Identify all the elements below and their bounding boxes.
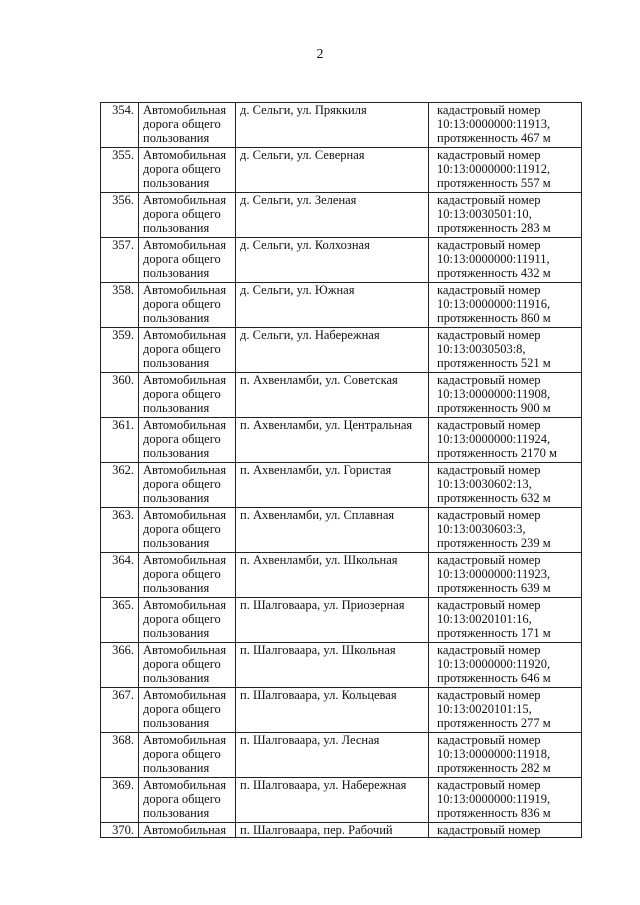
table-row — [101, 328, 582, 373]
table-row — [101, 733, 582, 778]
object-type: Автомобильная дорога общего пользования — [139, 688, 236, 733]
object-location: п. Шалговаара, пер. Рабочий — [236, 823, 429, 838]
object-description: кадастровый номер 10:13:0000000:11919, протяженность 836 м — [429, 778, 582, 823]
table-row — [101, 238, 582, 283]
object-location: д. Сельги, ул. Колхозная — [236, 238, 429, 283]
object-type: Автомобильная дорога общего пользования — [139, 778, 236, 823]
table-row — [101, 688, 582, 733]
object-description: кадастровый номер 10:13:0000000:11920, протяженность 646 м — [429, 643, 582, 688]
object-type: Автомобильная дорога общего пользования — [139, 643, 236, 688]
object-location: п. Шалговаара, ул. Школьная — [236, 643, 429, 688]
object-location: п. Шалговаара, ул. Приозерная — [236, 598, 429, 643]
object-description: кадастровый номер 10:13:0000000:11911, протяженность 432 м — [429, 238, 582, 283]
row-number: 358. — [101, 283, 139, 328]
object-description: кадастровый номер 10:13:0030503:8, протяженность 521 м — [429, 328, 582, 373]
object-description: кадастровый номер 10:13:0030501:10, протяженность 283 м — [429, 193, 582, 238]
row-number: 369. — [101, 778, 139, 823]
object-type: Автомобильная — [139, 823, 236, 838]
object-type: Автомобильная дорога общего пользования — [139, 733, 236, 778]
table-row — [101, 598, 582, 643]
table-row — [101, 463, 582, 508]
table-row — [101, 193, 582, 238]
row-number: 367. — [101, 688, 139, 733]
object-description: кадастровый номер 10:13:0000000:11923, протяженность 639 м — [429, 553, 582, 598]
object-description: кадастровый номер 10:13:0030602:13, протяженность 632 м — [429, 463, 582, 508]
object-type: Автомобильная дорога общего пользования — [139, 553, 236, 598]
roads-table — [100, 102, 582, 838]
object-type: Автомобильная дорога общего пользования — [139, 418, 236, 463]
object-type: Автомобильная дорога общего пользования — [139, 103, 236, 148]
table-row — [101, 553, 582, 598]
row-number: 359. — [101, 328, 139, 373]
object-description: кадастровый номер — [429, 823, 582, 838]
row-number: 365. — [101, 598, 139, 643]
table-row — [101, 283, 582, 328]
object-description: кадастровый номер 10:13:0000000:11913, протяженность 467 м — [429, 103, 582, 148]
object-description: кадастровый номер 10:13:0000000:11924, протяженность 2170 м — [429, 418, 582, 463]
page-number: 2 — [316, 47, 324, 62]
table-body — [101, 103, 582, 838]
table-row — [101, 373, 582, 418]
object-location: п. Шалговаара, ул. Лесная — [236, 733, 429, 778]
object-type: Автомобильная дорога общего пользования — [139, 373, 236, 418]
object-type: Автомобильная дорога общего пользования — [139, 148, 236, 193]
object-type: Автомобильная дорога общего пользования — [139, 508, 236, 553]
row-number: 362. — [101, 463, 139, 508]
object-description: кадастровый номер 10:13:0000000:11908, протяженность 900 м — [429, 373, 582, 418]
table-row — [101, 103, 582, 148]
object-description: кадастровый номер 10:13:0000000:11916, протяженность 860 м — [429, 283, 582, 328]
object-description: кадастровый номер 10:13:0020101:15, протяженность 277 м — [429, 688, 582, 733]
row-number: 356. — [101, 193, 139, 238]
row-number: 357. — [101, 238, 139, 283]
table-row — [101, 643, 582, 688]
row-number: 363. — [101, 508, 139, 553]
object-location: п. Ахвенламби, ул. Сплавная — [236, 508, 429, 553]
object-type: Автомобильная дорога общего пользования — [139, 598, 236, 643]
object-type: Автомобильная дорога общего пользования — [139, 283, 236, 328]
row-number: 360. — [101, 373, 139, 418]
object-location: д. Сельги, ул. Северная — [236, 148, 429, 193]
object-description: кадастровый номер 10:13:0000000:11918, протяженность 282 м — [429, 733, 582, 778]
object-location: п. Ахвенламби, ул. Советская — [236, 373, 429, 418]
row-number: 368. — [101, 733, 139, 778]
object-location: п. Ахвенламби, ул. Школьная — [236, 553, 429, 598]
object-location: п. Ахвенламби, ул. Гористая — [236, 463, 429, 508]
object-type: Автомобильная дорога общего пользования — [139, 193, 236, 238]
row-number: 361. — [101, 418, 139, 463]
object-description: кадастровый номер 10:13:0000000:11912, протяженность 557 м — [429, 148, 582, 193]
table-row — [101, 418, 582, 463]
object-description: кадастровый номер 10:13:0020101:16, протяженность 171 м — [429, 598, 582, 643]
object-type: Автомобильная дорога общего пользования — [139, 328, 236, 373]
table-row — [101, 823, 582, 838]
table-row — [101, 148, 582, 193]
table-row — [101, 508, 582, 553]
object-location: п. Ахвенламби, ул. Центральная — [236, 418, 429, 463]
row-number: 366. — [101, 643, 139, 688]
table-row — [101, 778, 582, 823]
object-location: п. Шалговаара, ул. Кольцевая — [236, 688, 429, 733]
row-number: 364. — [101, 553, 139, 598]
object-location: д. Сельги, ул. Пряккиля — [236, 103, 429, 148]
object-description: кадастровый номер 10:13:0030603:3, протяженность 239 м — [429, 508, 582, 553]
object-location: д. Сельги, ул. Зеленая — [236, 193, 429, 238]
row-number: 370. — [101, 823, 139, 838]
object-type: Автомобильная дорога общего пользования — [139, 238, 236, 283]
object-type: Автомобильная дорога общего пользования — [139, 463, 236, 508]
row-number: 355. — [101, 148, 139, 193]
object-location: д. Сельги, ул. Южная — [236, 283, 429, 328]
object-location: п. Шалговаара, ул. Набережная — [236, 778, 429, 823]
object-location: д. Сельги, ул. Набережная — [236, 328, 429, 373]
row-number: 354. — [101, 103, 139, 148]
